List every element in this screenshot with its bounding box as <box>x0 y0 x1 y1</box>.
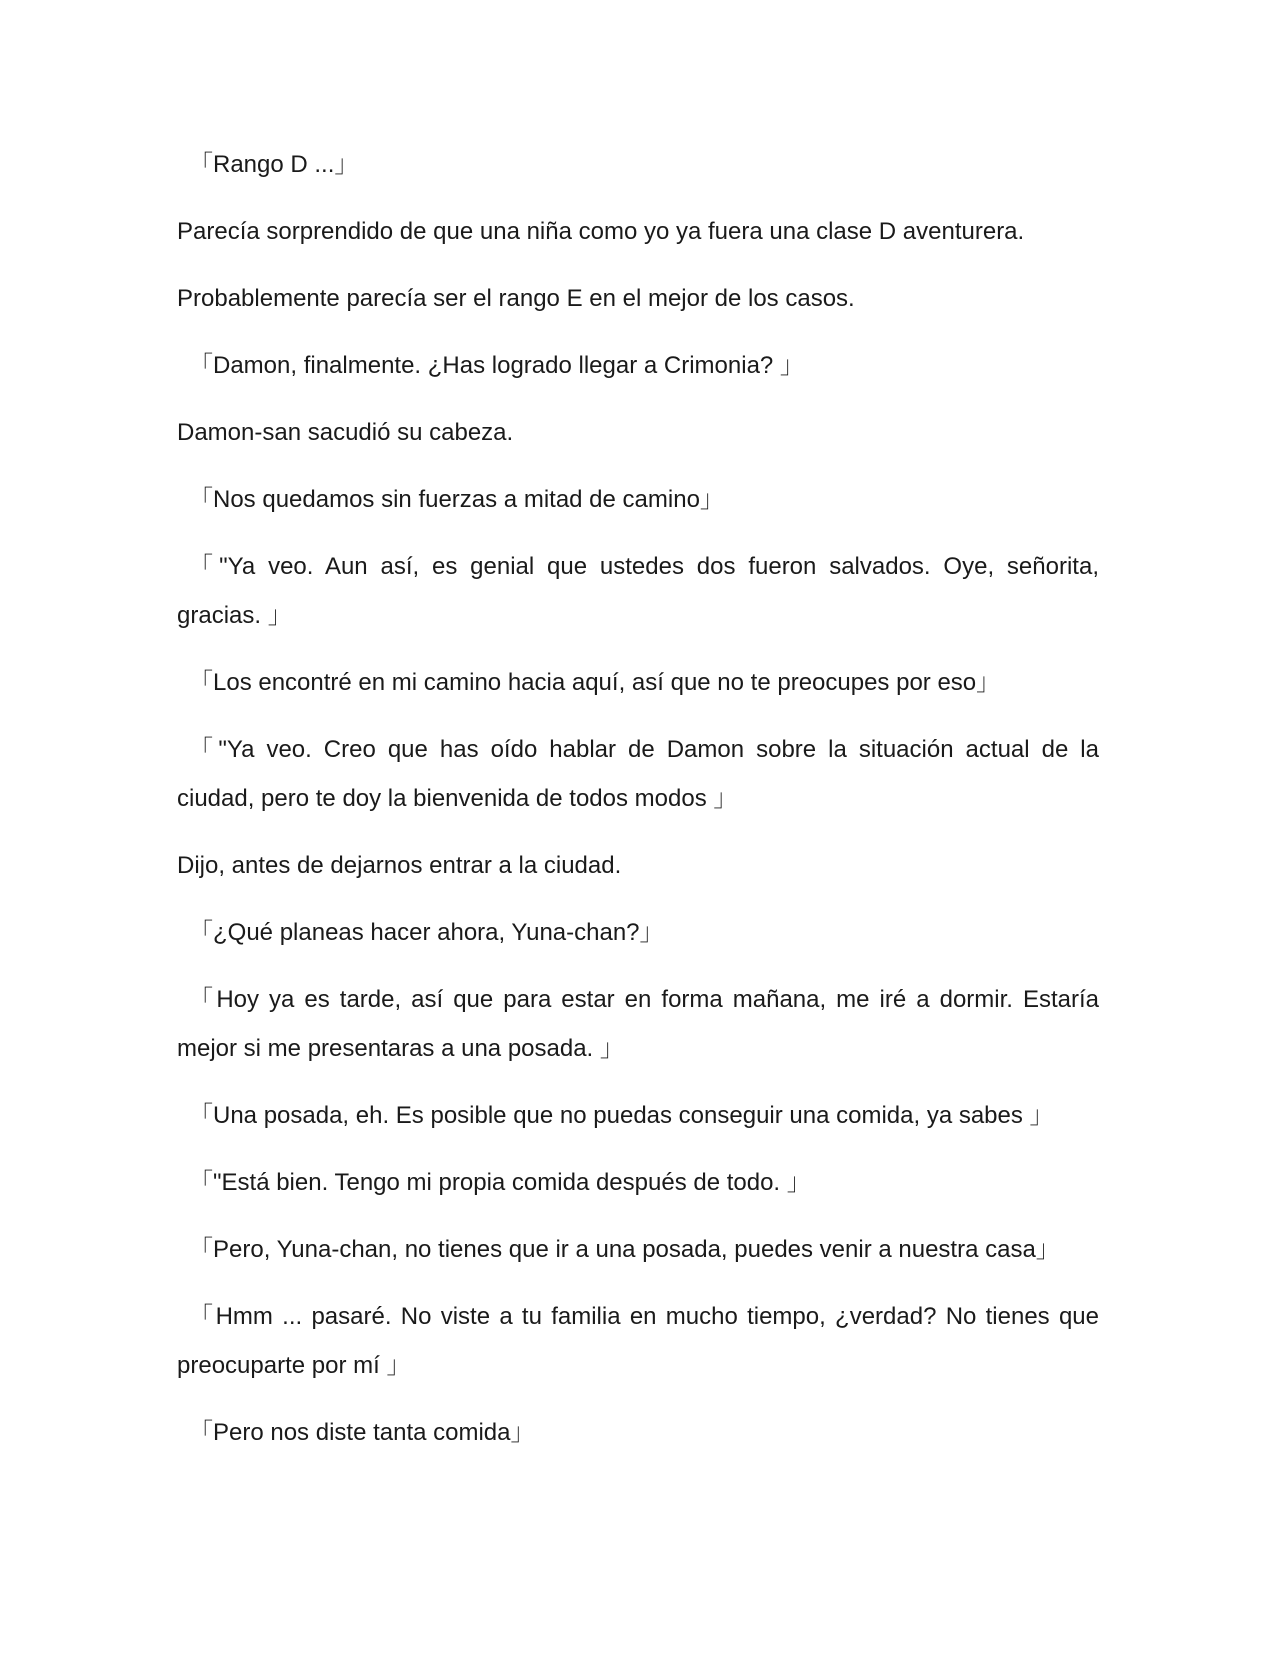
paragraph: 「"Ya veo. Creo que has oído hablar de Damon sobre la situación actual de la ciudad, pero te doy la bienvenida de todos modos 」 <box>177 736 1099 812</box>
paragraph: 「Damon, finalmente. ¿Has logrado llegar a Crimonia? 」 <box>189 352 804 379</box>
document-page <box>177 140 1099 1475</box>
paragraph: 「Pero, Yuna-chan, no tienes que ir a una posada, puedes venir a nuestra casa」 <box>189 1236 1060 1263</box>
paragraph: 「Hmm ... pasaré. No viste a tu familia en mucho tiempo, ¿verdad? No tienes que preocuparte por mí 」 <box>177 1303 1099 1379</box>
paragraph: Probablemente parecía ser el rango E en el mejor de los casos. <box>177 285 855 312</box>
paragraph: 「Pero nos diste tanta comida」 <box>189 1419 535 1446</box>
paragraph: Damon-san sacudió su cabeza. <box>177 419 514 446</box>
paragraph: 「Rango D ...」 <box>189 151 359 178</box>
paragraph: 「Los encontré en mi camino hacia aquí, así que no te preocupes por eso」 <box>189 669 1001 696</box>
paragraph: 「Nos quedamos sin fuerzas a mitad de camino」 <box>189 486 724 513</box>
paragraph: 「Hoy ya es tarde, así que para estar en forma mañana, me iré a dormir. Estaría mejor si me presentaras a una posada. 」 <box>177 986 1099 1062</box>
paragraph: 「"Está bien. Tengo mi propia comida después de todo. 」 <box>189 1169 811 1196</box>
paragraph: Dijo, antes de dejarnos entrar a la ciudad. <box>177 852 622 879</box>
paragraph: Parecía sorprendido de que una niña como yo ya fuera una clase D aventurera. <box>177 218 1025 245</box>
paragraph: 「Una posada, eh. Es posible que no puedas conseguir una comida, ya sabes 」 <box>189 1102 1054 1129</box>
paragraph: 「"Ya veo. Aun así, es genial que ustedes dos fueron salvados. Oye, señorita, gracias. 」 <box>177 553 1099 629</box>
paragraph: 「¿Qué planeas hacer ahora, Yuna-chan?」 <box>189 919 664 946</box>
